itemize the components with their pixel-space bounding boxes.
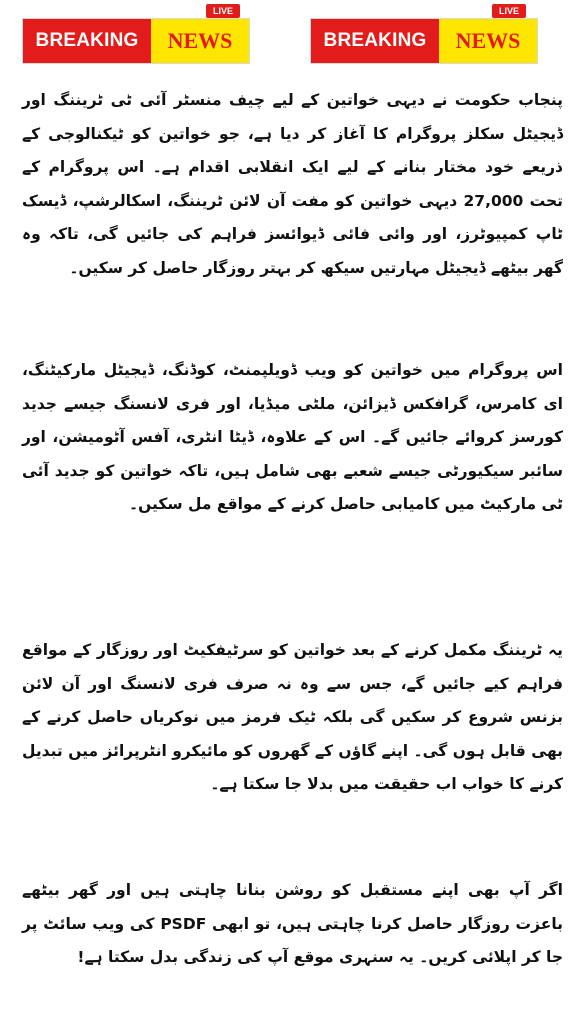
breaking-label: BREAKING: [311, 19, 439, 63]
header-banners: [0, 0, 585, 70]
article-paragraph: پنجاب حکومت نے دیہی خواتین کے لیے چیف منسٹر آئی ٹی ٹریننگ اور ڈیجیٹل سکلز پروگرام کا آغاز کر دیا ہے، جو خواتین کو ٹیکنالوجی کے ذریعے خود مختار بنانے کے لیے ایک انقلابی اقدام ہے۔ اس پروگرام کے تحت 27,000 دیہی خواتین کو مفت آن لائن ٹریننگ، اسکالرشپ، ڈیسک ٹاپ کمپیوٹرز، اور وائی فائی ڈیوائسز فراہم کی جائیں گی، تاکہ وہ گھر بیٹھے ڈیجیٹل مہارتیں سیکھ کر بہتر روزگار حاصل کر سکیں۔: [22, 91, 564, 277]
breaking-label: BREAKING: [23, 19, 151, 63]
news-label: NEWS: [151, 19, 249, 63]
article-paragraph: اگر آپ بھی اپنے مستقبل کو روشن بنانا چاہتی ہیں اور گھر بیٹھے باعزت روزگار حاصل کرنا چاہتی ہیں، تو ابھی PSDF کی ویب سائٹ پر جا کر اپلائی کریں۔ یہ سنہری موقع آپ کی زندگی بدل سکتا ہے!: [22, 881, 563, 966]
article-body: [22, 84, 563, 1014]
live-badge: LIVE: [206, 4, 240, 18]
live-badge: LIVE: [492, 4, 526, 18]
article-paragraph: اس پروگرام میں خواتین کو ویب ڈویلپمنٹ، کوڈنگ، ڈیجیٹل مارکیٹنگ، ای کامرس، گرافکس ڈیزائن، ملٹی میڈیا، اور فری لانسنگ جیسے جدید کورسز کروائے جائیں گے۔ اس کے علاوہ، ڈیٹا انٹری، آفس آٹومیشن، اور سائبر سیکیورٹی جیسے شعبے بھی شامل ہیں، تاکہ خواتین کو جدید آئی ٹی مارکیٹ میں کامیابی حاصل کرنے کے مواقع مل سکیں۔: [22, 361, 563, 513]
article-paragraph: یہ ٹریننگ مکمل کرنے کے بعد خواتین کو سرٹیفکیٹ اور روزگار کے مواقع فراہم کیے جائیں گے، جس سے وہ نہ صرف فری لانسنگ اور آن لائن بزنس شروع کر سکیں گی بلکہ ٹیک فرمز میں نوکریاں حاصل کرنے کے بھی قابل ہوں گی۔ اپنے گاؤں کے گھروں کو مائیکرو انٹرپرائز میں تبدیل کرنے کا خواب اب حقیقت میں بدلا جا سکتا ہے۔: [22, 641, 563, 793]
breaking-news-banner: [22, 18, 250, 64]
news-label: NEWS: [439, 19, 537, 63]
breaking-news-banner: [310, 18, 538, 64]
